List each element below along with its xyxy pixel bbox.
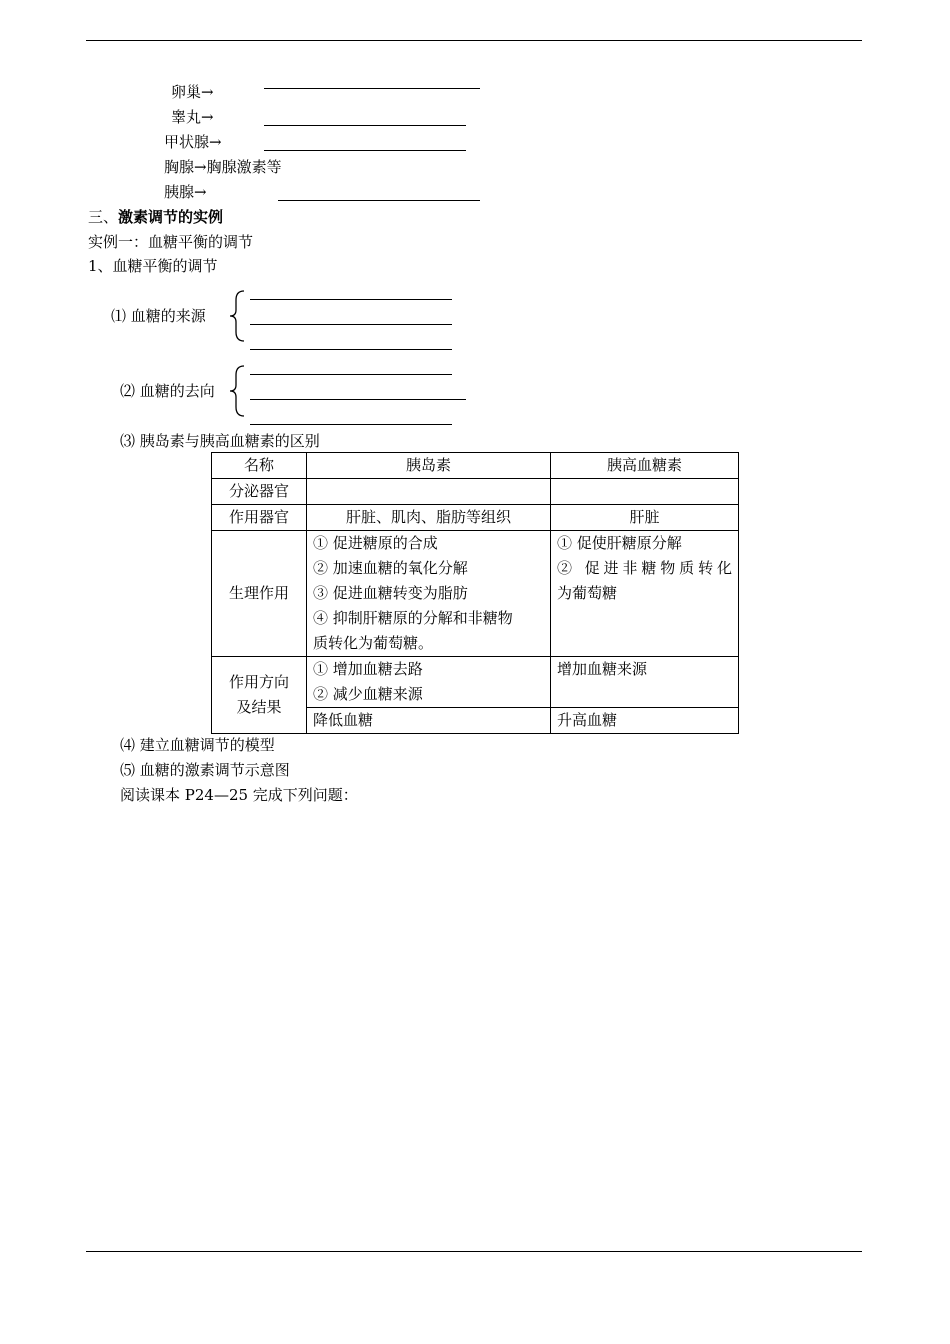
insulin-effect-3: ③ 促进血糖转变为脂肪	[313, 584, 468, 602]
section-heading	[88, 207, 223, 227]
cell-glucagon-direction: 增加血糖来源	[551, 657, 739, 708]
blank-ovary	[264, 88, 480, 89]
row-label-direction-line1: 作用方向	[228, 673, 289, 691]
diagram-label: ⑸ 血糖的激素调节示意图	[120, 761, 290, 779]
point-1-title: 1、血糖平衡的调节	[88, 257, 218, 275]
organ-ovary: 卵巢→	[171, 83, 214, 101]
blank-source-1	[250, 299, 452, 300]
organ-testis: 睾丸→	[171, 108, 214, 126]
header-name: 名称	[212, 453, 307, 479]
cell-insulin-target-organ: 肝脏、肌肉、脂肪等组织	[307, 505, 551, 531]
model-label: ⑷ 建立血糖调节的模型	[120, 736, 275, 754]
example-title: 实例一：血糖平衡的调节	[88, 233, 254, 251]
blank-thyroid	[264, 150, 466, 151]
blank-testis	[264, 125, 466, 126]
cell-glucagon-physiology	[551, 531, 739, 657]
table-row	[212, 657, 739, 708]
blank-source-2	[250, 324, 452, 325]
footer-rule	[86, 1251, 862, 1252]
row-label-target-organ: 作用器官	[212, 505, 307, 531]
row-label-direction	[212, 657, 307, 734]
table-row	[212, 505, 739, 531]
destination-label: ⑵ 血糖的去向	[120, 382, 215, 400]
table-row	[212, 531, 739, 657]
blank-destination-3	[250, 424, 452, 425]
cell-insulin-direction	[307, 657, 551, 708]
organ-thyroid: 甲状腺→	[164, 133, 222, 151]
insulin-way-2: ② 减少血糖来源	[313, 685, 423, 703]
insulin-way-1: ① 增加血糖去路	[313, 660, 423, 678]
insulin-effect-4-cont: 质转化为葡萄糖。	[313, 634, 434, 652]
header-rule	[86, 40, 862, 41]
glucagon-effect-1: ① 促使肝糖原分解	[557, 534, 682, 552]
difference-label: ⑶ 胰岛素与胰高血糖素的区别	[120, 432, 320, 450]
cell-insulin-secreting-organ	[307, 479, 551, 505]
glucagon-effect-2: ② 促进非糖物质转化	[557, 559, 732, 577]
cell-glucagon-secreting-organ	[551, 479, 739, 505]
row-label-secreting-organ: 分泌器官	[212, 479, 307, 505]
cell-glucagon-target-organ: 肝脏	[551, 505, 739, 531]
row-label-physiology: 生理作用	[212, 531, 307, 657]
header-insulin: 胰岛素	[307, 453, 551, 479]
insulin-effect-1: ① 促进糖原的合成	[313, 534, 438, 552]
insulin-effect-2: ② 加速血糖的氧化分解	[313, 559, 468, 577]
cell-glucagon-result: 升高血糖	[551, 708, 739, 734]
insulin-effect-4: ④ 抑制肝糖原的分解和非糖物	[313, 609, 513, 627]
source-brace-icon	[228, 290, 246, 342]
header-glucagon: 胰高血糖素	[551, 453, 739, 479]
row-label-direction-line2: 及结果	[236, 698, 282, 716]
blank-source-3	[250, 349, 452, 350]
destination-brace-icon	[228, 365, 246, 417]
reading-instruction: 阅读课本 P24—25 完成下列问题：	[120, 786, 358, 804]
blank-destination-2	[250, 399, 466, 400]
table-header-row	[212, 453, 739, 479]
glucagon-effect-2-cont: 为葡萄糖	[557, 584, 618, 602]
cell-insulin-physiology	[307, 531, 551, 657]
comparison-table	[211, 452, 739, 734]
organ-pancreas: 胰腺→	[164, 183, 207, 201]
section-heading-prefix: 三、	[88, 208, 119, 226]
section-heading-title: 激素调节的实例	[118, 208, 224, 226]
blank-pancreas	[278, 200, 480, 201]
source-label: ⑴ 血糖的来源	[111, 307, 206, 325]
blank-destination-1	[250, 374, 452, 375]
table-row	[212, 479, 739, 505]
cell-insulin-result: 降低血糖	[307, 708, 551, 734]
organ-thymus: 胸腺→胸腺激素等	[164, 158, 282, 176]
